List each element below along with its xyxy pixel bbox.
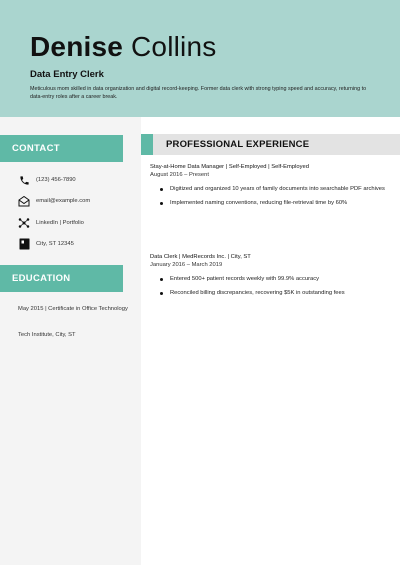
experience-accent [141, 134, 153, 155]
contact-links [18, 216, 84, 230]
job-bullets [150, 185, 390, 207]
education-heading: EDUCATION [0, 265, 123, 292]
job-title-line: Stay-at-Home Data Manager | Self-Employed | Self-Employed [150, 164, 309, 170]
resume-header [0, 0, 400, 117]
last-name: Collins [131, 31, 217, 62]
job-dates: August 2016 – Present [150, 172, 209, 178]
candidate-name [30, 30, 216, 64]
email-icon [18, 195, 30, 207]
education-school: Tech Institute, City, ST [18, 332, 76, 338]
first-name: Denise [30, 31, 124, 62]
contact-heading: CONTACT [0, 135, 123, 162]
contact-address [18, 237, 74, 251]
address-text: City, ST 12345 [36, 241, 74, 247]
experience-heading: PROFESSIONAL EXPERIENCE [153, 134, 400, 155]
job-entry [150, 163, 390, 213]
profile-links[interactable]: LinkedIn | Portfolio [36, 220, 84, 226]
phone-number: (123) 456-7890 [36, 177, 76, 183]
job-dates: January 2016 – March 2019 [150, 262, 223, 268]
email-address[interactable]: email@example.com [36, 198, 91, 204]
job-bullets [150, 275, 390, 297]
contact-phone [18, 173, 76, 187]
address-icon [18, 238, 30, 250]
job-bullet: Digitized and organized 10 years of family documents into searchable PDF archives [150, 185, 390, 193]
job-bullet: Reconciled billing discrepancies, recovering $5K in outstanding fees [150, 289, 390, 297]
phone-icon [18, 174, 30, 186]
contact-email [18, 194, 90, 208]
summary-text: Meticulous mom skilled in data organization and digital record-keeping. Former data clerk with strong typing speed and accuracy, returning to data-entry roles after a career break. [30, 86, 367, 100]
job-entry [150, 253, 390, 303]
job-bullet: Entered 500+ patient records weekly with 99.9% accuracy [150, 275, 390, 283]
job-title-line: Data Clerk | MedRecords Inc. | City, ST [150, 254, 251, 260]
job-bullet: Implemented naming conventions, reducing file-retrieval time by 60% [150, 199, 390, 207]
job-title: Data Entry Clerk [30, 69, 104, 80]
network-icon [18, 217, 30, 229]
education-certificate: May 2015 | Certificate in Office Technology [18, 306, 128, 312]
